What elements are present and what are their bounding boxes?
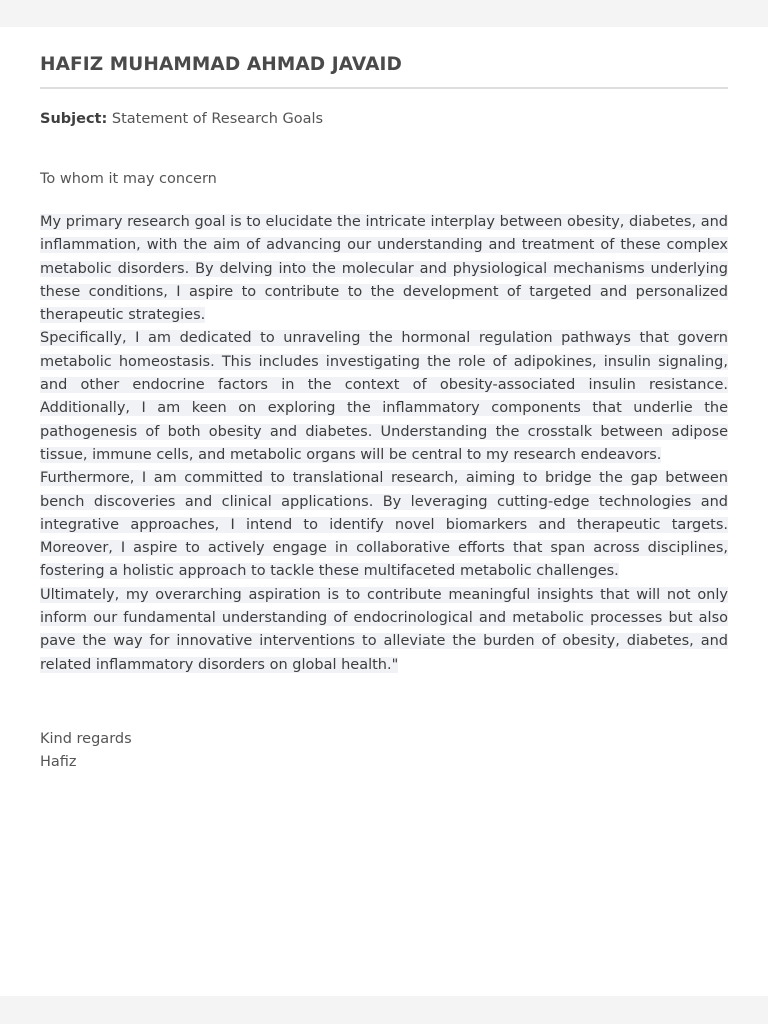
paragraph [40,584,728,677]
paragraph [40,211,728,327]
author-name: HAFIZ MUHAMMAD AHMAD JAVAID [40,54,402,75]
paragraph [40,327,728,467]
document-page [0,27,768,996]
paragraph [40,467,728,583]
paragraph-text: Specifically, I am dedicated to unraveling the hormonal regulation pathways that govern metabolic homeostasis. This includes investigating the role of adipokines, insulin signaling, and other endocrine factors in the context of obesity-associated insulin resistance. Additionally, I am keen on exploring the inflammatory components that underlie the pathogenesis of both obesity and diabetes. Understanding the crosstalk between adipose tissue, immune cells, and metabolic organs will be central to my research endeavors. [40,330,728,463]
subject-label: Subject: [40,111,108,127]
bottom-margin-band [0,996,768,1024]
subject-line [40,111,323,127]
letter-closing [40,728,132,774]
header-divider [40,87,728,89]
paragraph-text: Ultimately, my overarching aspiration is to contribute meaningful insights that will not only inform our fundamental understanding of endocrinological and metabolic processes but also pave the way for innovative interventions to alleviate the burden of obesity, diabetes, and related inflammatory disorders on global health." [40,586,728,673]
letter-body [40,211,728,677]
salutation: To whom it may concern [40,171,217,187]
signature: Hafiz [40,754,77,770]
closing-phrase: Kind regards [40,731,132,747]
subject-text: Statement of Research Goals [111,111,324,127]
paragraph-text: Furthermore, I am committed to translational research, aiming to bridge the gap between bench discoveries and clinical applications. By leveraging cutting-edge technologies and integrative approaches, I intend to identify novel biomarkers and therapeutic targets. Moreover, I aspire to actively engage in collaborative efforts that span across disciplines, fostering a holistic approach to tackle these multifaceted metabolic challenges. [40,470,728,580]
top-margin-band [0,0,768,27]
paragraph-text: My primary research goal is to elucidate the intricate interplay between obesity, diabetes, and inflammation, with the aim of advancing our understanding and treatment of these complex metabolic disorders. By delving into the molecular and physiological mechanisms underlying these conditions, I aspire to contribute to the development of targeted and personalized therapeutic strategies. [40,214,728,324]
